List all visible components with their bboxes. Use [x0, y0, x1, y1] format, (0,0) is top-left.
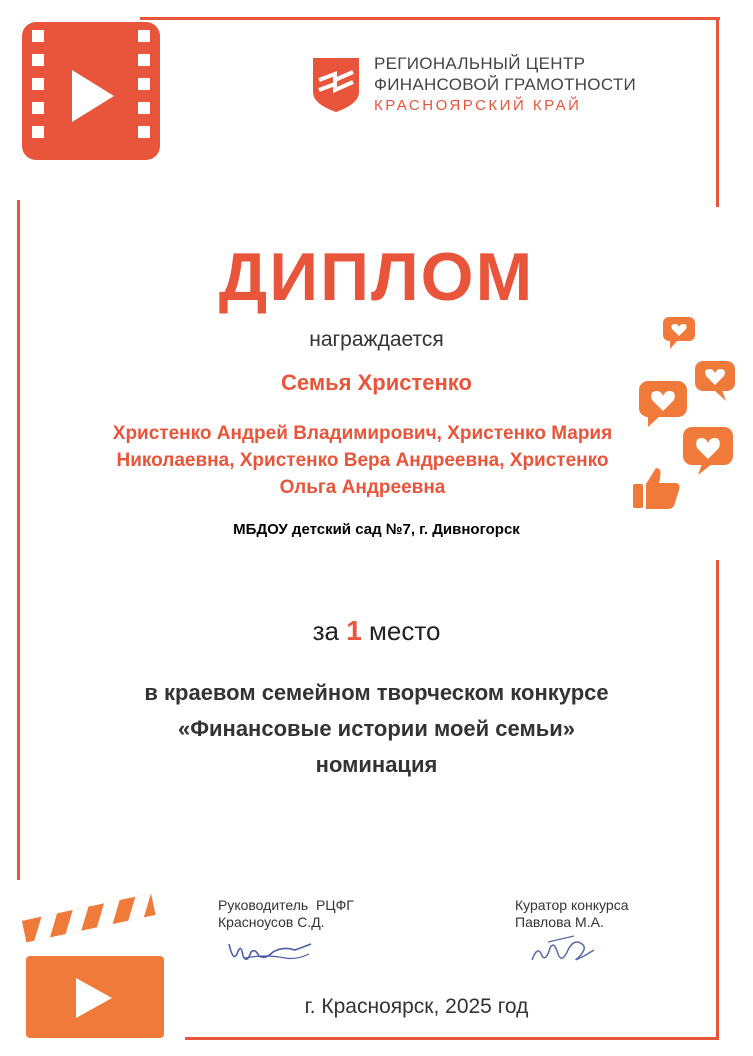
contest-line-3: номинация [315, 752, 438, 777]
left-signatory-role: Руководитель РЦФГ [218, 897, 354, 913]
family-members: Христенко Андрей Владимирович, Христенко Мария Николаевна, Христенко Вера Андреевна, Христенко Ольга Андреевна [112, 423, 613, 498]
logo-line-3: КРАСНОЯРСКИЙ КРАЙ [374, 97, 582, 114]
heart-bubble-icon [638, 380, 688, 428]
city-year: г. Красноярск, 2025 год [304, 995, 529, 1018]
left-signatory-name: Красноусов С.Д. [218, 914, 325, 930]
heart-bubble-icon [694, 360, 736, 402]
frame-right-line-top [716, 17, 719, 207]
heart-bubble-icon [662, 316, 696, 350]
logo-line-1: РЕГИОНАЛЬНЫЙ ЦЕНТР [374, 54, 586, 73]
logo-line-2: ФИНАНСОВОЙ ГРАМОТНОСТИ [374, 75, 637, 94]
thumbs-up-icon [632, 466, 682, 510]
frame-bottom-line [185, 1037, 719, 1040]
diploma-title: ДИПЛОМ [218, 239, 535, 315]
awarded-text: награждается [309, 328, 444, 351]
place-suffix: место [369, 616, 441, 646]
signature-right-block [515, 897, 628, 931]
film-strip-icon [20, 20, 162, 162]
family-name: Семья Христенко [281, 370, 472, 395]
logo-text [374, 53, 636, 116]
right-signatory-role: Куратор конкурса [515, 897, 629, 913]
heart-bubble-icon [682, 426, 734, 476]
contest-line-1: в краевом семейном творческом конкурсе [144, 680, 609, 705]
place-number: 1 [346, 615, 362, 646]
place-prefix: за [312, 616, 339, 646]
right-signatory-name: Павлова М.А. [515, 914, 604, 930]
signature-left-block [218, 897, 354, 931]
place-line [0, 615, 753, 647]
signature-icon [225, 934, 315, 970]
signature-icon [528, 930, 598, 970]
frame-top-line [140, 17, 720, 20]
contest-line-2: «Финансовые истории моей семьи» [178, 716, 575, 741]
contest-description [0, 675, 753, 783]
organization: МБДОУ детский сад №7, г. Дивногорск [233, 521, 520, 538]
logo-shield-icon [313, 58, 359, 112]
